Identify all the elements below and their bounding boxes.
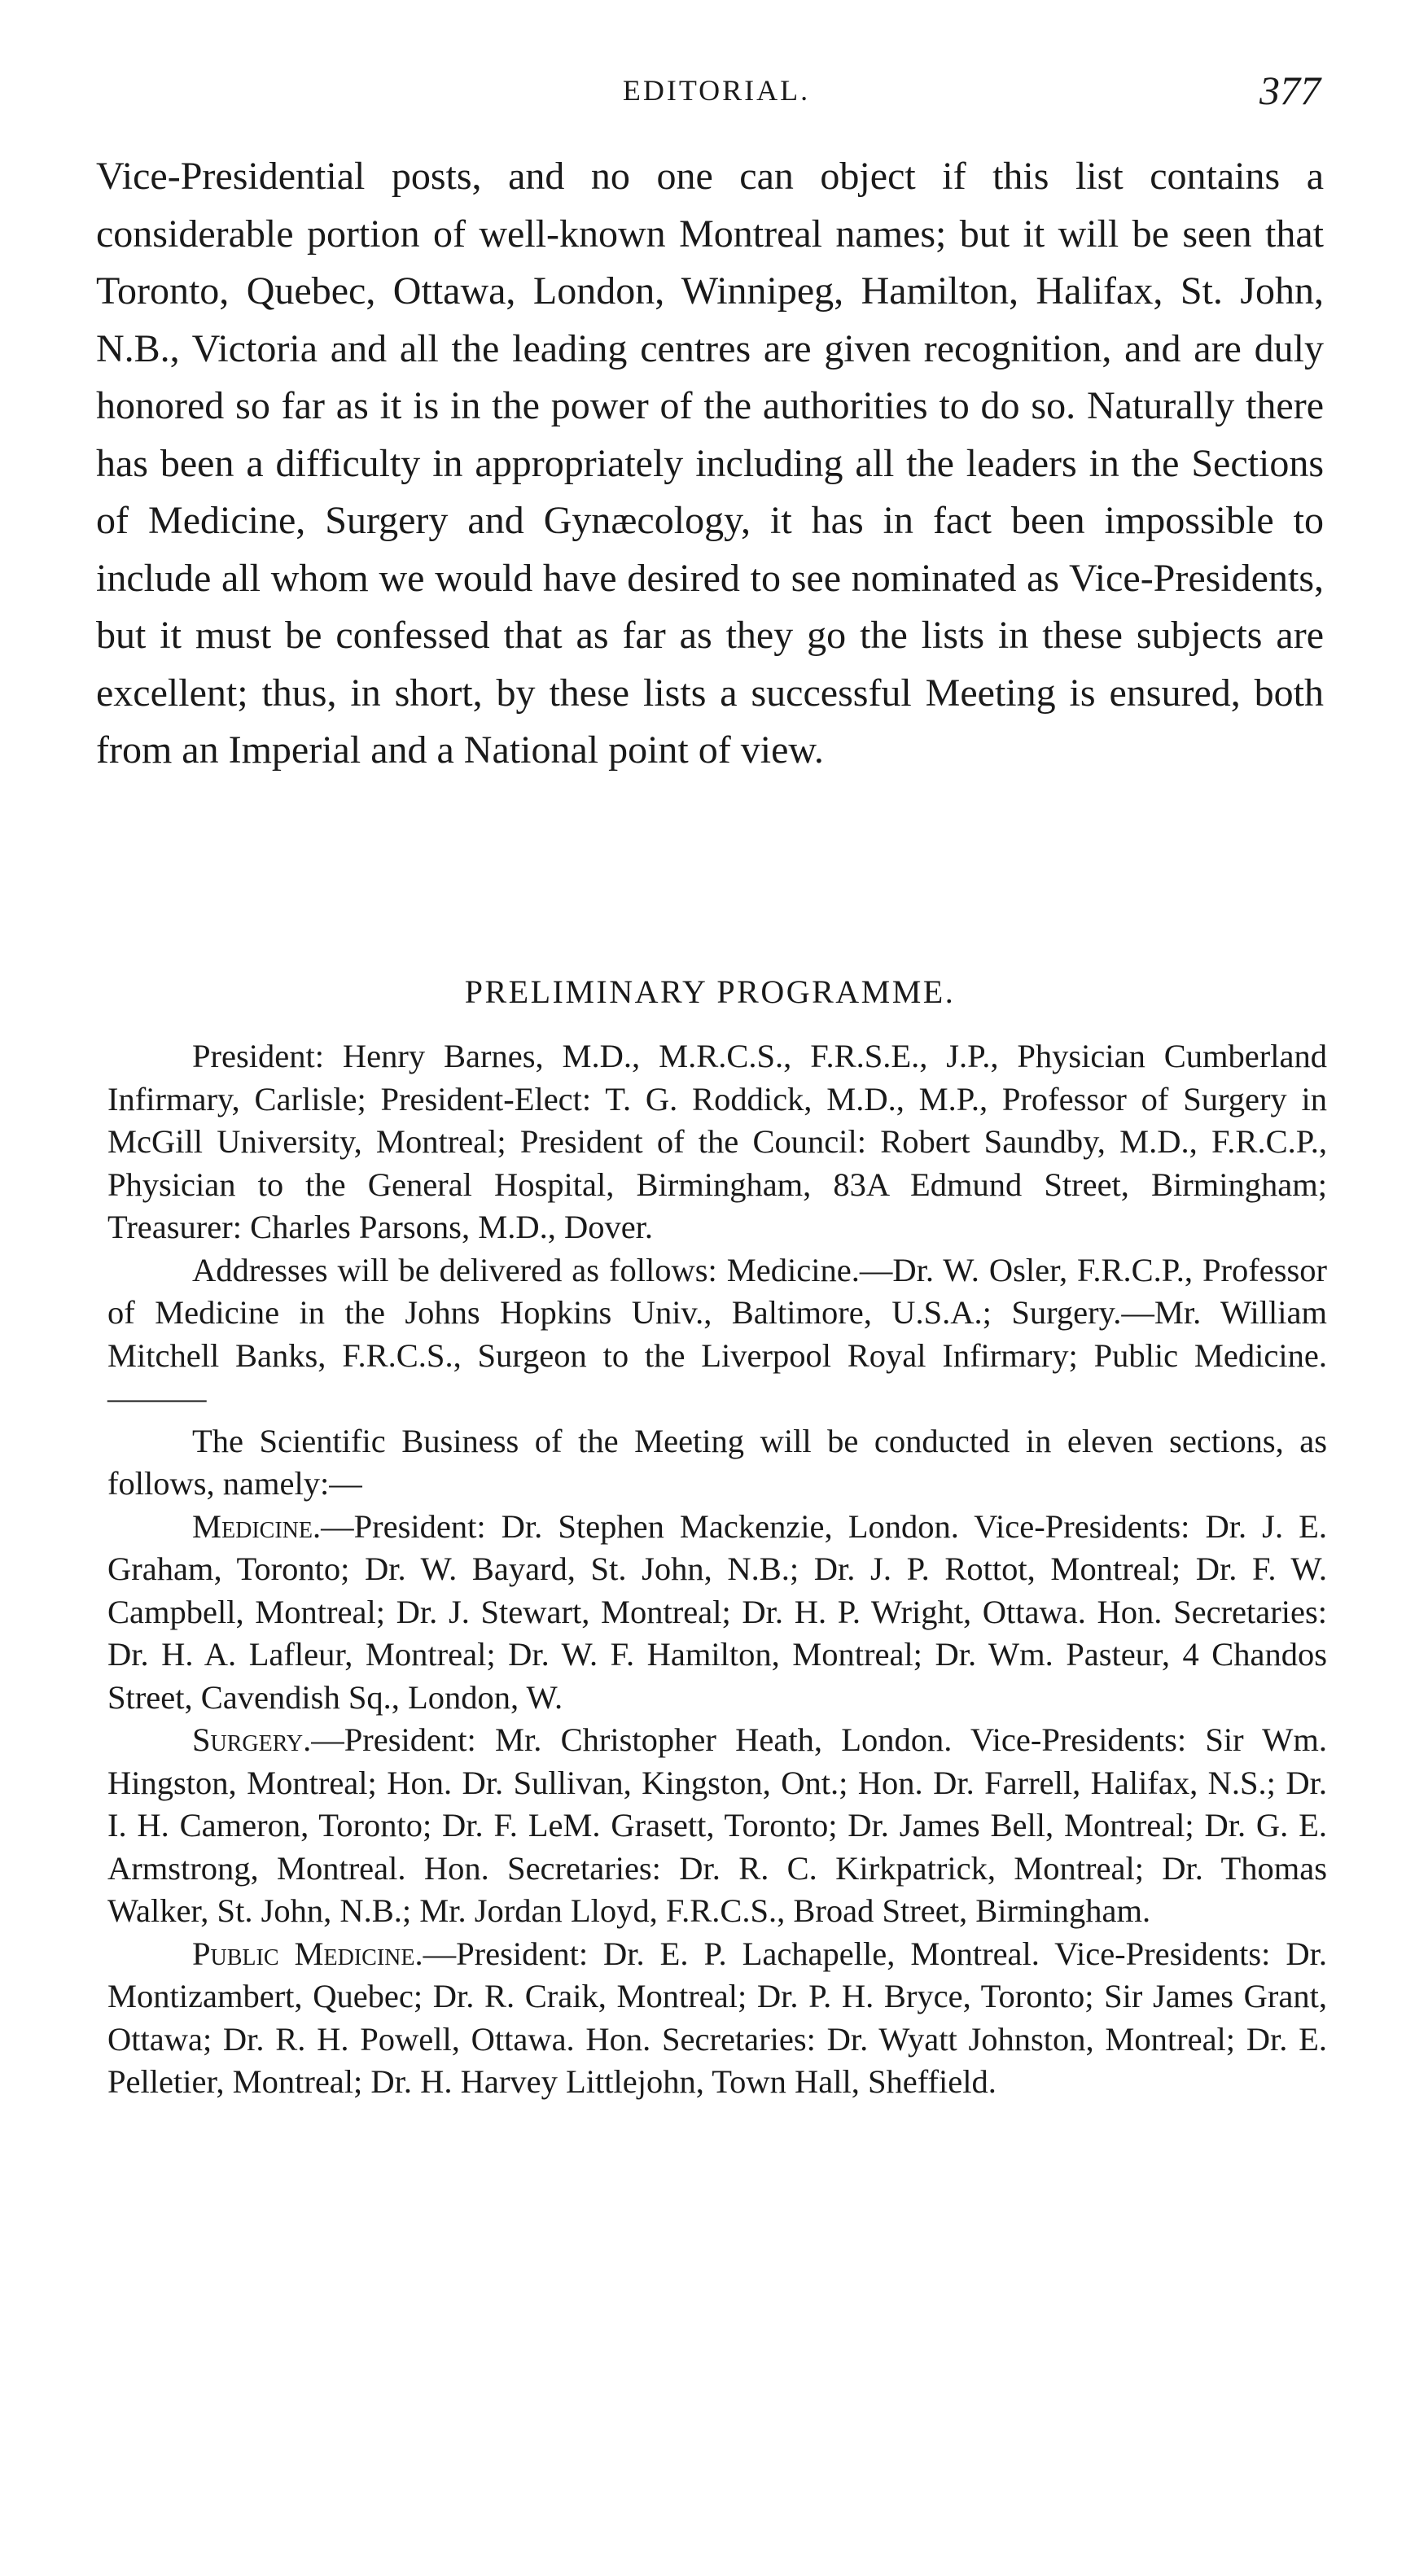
business-paragraph: The Scientific Business of the Meeting will be conducted in eleven sections, as follows, namely:— [107, 1422, 1327, 1502]
section-surgery-name: Surgery [192, 1721, 304, 1758]
section-medicine-text: .—President: Dr. Stephen Mackenzie, London. Vice-Presidents: Dr. J. E. Graham, Toronto; Dr. W. Bayard, St. John, N.B.; Dr. J. P. Rottot, Montreal; Dr. F. W. Campbell, Montreal; Dr. J. Stewart, Montreal; Dr. H. P. Wright, Ottawa. Hon. Secretaries: Dr. H. A. Lafleur, Montreal; Dr. W. F. Hamilton, Montreal; Dr. Wm. Pasteur, 4 Chandos Street, Cavendish Sq., London, W. [107, 1507, 1327, 1716]
editorial-body [96, 148, 1324, 780]
section-public-medicine-name: Public Medicine [192, 1935, 415, 1972]
page-number: 377 [1259, 68, 1321, 113]
editorial-paragraph: Vice-Presidential posts, and no one can object if this list contains a considerable portion of well-known Montreal names; but it will be seen that Toronto, Quebec, Ottawa, London, Winnipeg, Hamilton, Halifax, St. John, N.B., Victoria and all the leading centres are given recognition, and are duly honored so far as it is in the power of the authorities to do so. Naturally there has been a difficulty in appropriately including all the leaders in the Sections of Medicine, Surgery and Gynæcology, it has in fact been impossible to include all whom we would have desired to see nominated as Vice-Presidents, but it must be confessed that as far as they go the lists in these subjects are excellent; thus, in short, by these lists a successful Meeting is ensured, both from an Imperial and a National point of view. [96, 155, 1324, 772]
page-header [98, 67, 1335, 124]
section-surgery [107, 1719, 1327, 1933]
section-public-medicine-text: .—President: Dr. E. P. Lachapelle, Montreal. Vice-Presidents: Dr. Montizambert, Quebec; Dr. R. Craik, Montreal; Dr. P. H. Bryce, Toronto; Sir James Grant, Ottawa; Dr. R. H. Powell, Ottawa. Hon. Secretaries: Dr. Wyatt Johnston, Montreal; Dr. E. Pelletier, Montreal; Dr. H. Harvey Littlejohn, Town Hall, Sheffield. [107, 1935, 1327, 2100]
programme-body [107, 1035, 1327, 2104]
section-medicine-name: Medicine [192, 1507, 313, 1545]
addresses-paragraph: Addresses will be delivered as follows: Medicine.—Dr. W. Osler, F.R.C.P., Professor of Medicine in the Johns Hopkins Univ., Baltimore, U.S.A.; Surgery.—Mr. William Mitchell Banks, F.R.C.S., Surgeon to the Liverpool Royal Infirmary; Public Medicine.——— [107, 1251, 1327, 1416]
programme-heading: PRELIMINARY PROGRAMME. [464, 973, 956, 1010]
section-surgery-text: .—President: Mr. Christopher Heath, London. Vice-Presidents: Sir Wm. Hingston, Montreal; Hon. Dr. Sullivan, Kingston, Ont.; Hon. Dr. Farrell, Halifax, N.S.; Dr. I. H. Cameron, Toronto; Dr. F. LeM. Grasett, Toronto; Dr. James Bell, Montreal; Dr. G. E. Armstrong, Montreal. Hon. Secretaries: Dr. R. C. Kirkpatrick, Montreal; Dr. Thomas Walker, St. John, N.B.; Mr. Jordan Lloyd, F.R.C.S., Broad Street, Birmingham. [107, 1721, 1327, 1929]
section-medicine [107, 1506, 1327, 1720]
running-title: EDITORIAL. [622, 74, 811, 107]
officers-paragraph: President: Henry Barnes, M.D., M.R.C.S., F.R.S.E., J.P., Physician Cumberland Infirmary, Carlisle; President-Elect: T. G. Roddick, M.D., M.P., Professor of Surgery in McGill University, Montreal; President of the Council: Robert Saundby, M.D., F.R.C.P., Physician to the General Hospital, Birmingham, 83A Edmund Street, Birmingham; Treasurer: Charles Parsons, M.D., Dover. [107, 1038, 1327, 1245]
section-public-medicine [107, 1933, 1327, 2104]
